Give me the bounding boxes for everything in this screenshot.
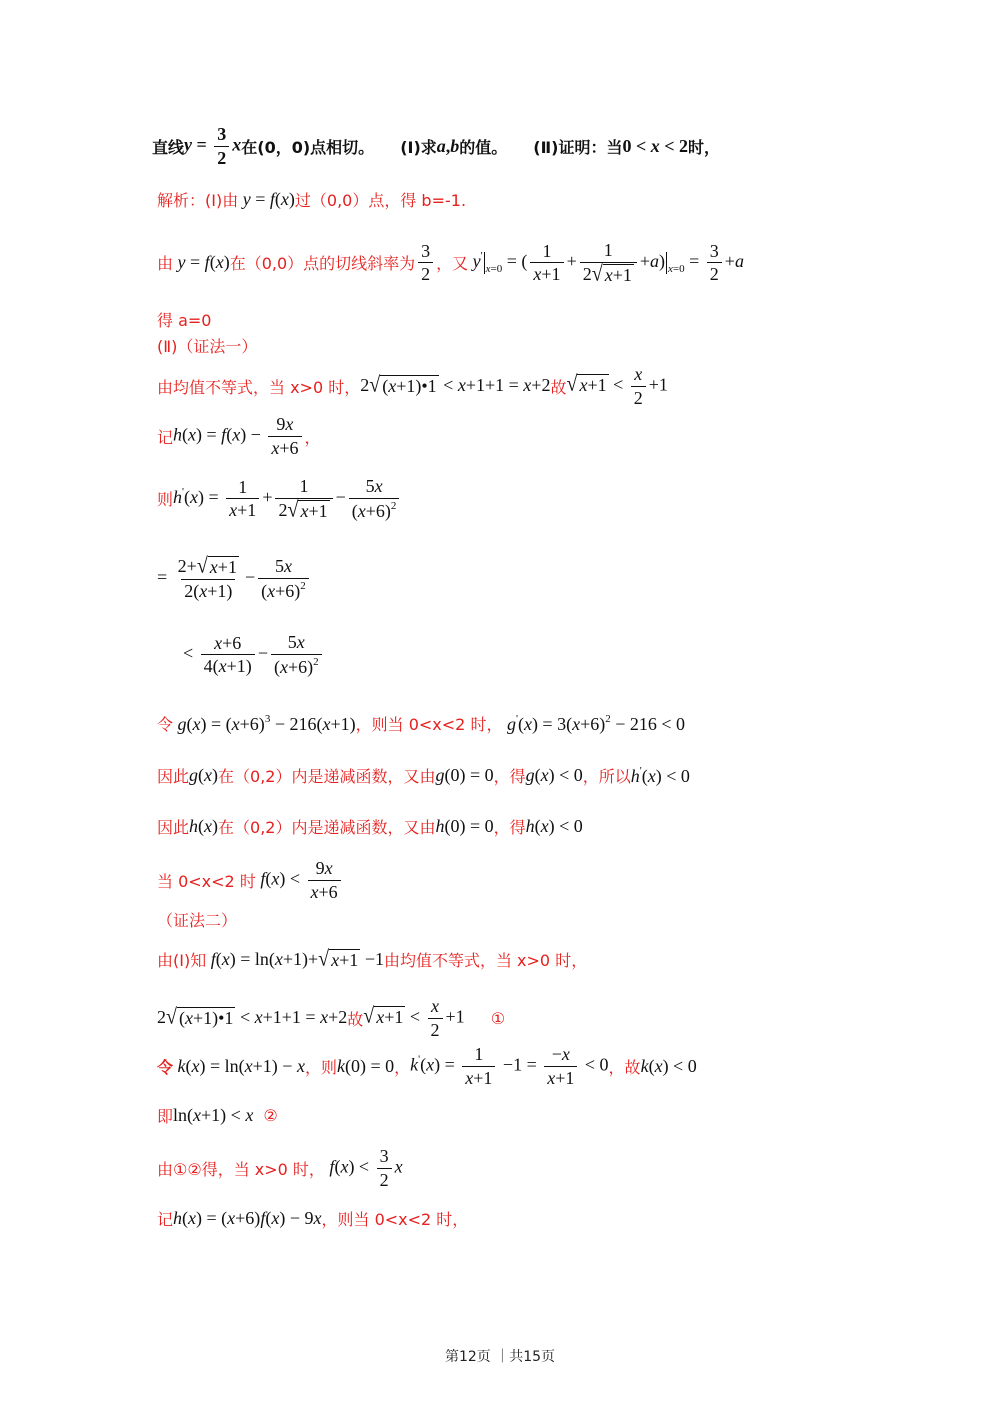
text: 因此 — [157, 767, 190, 786]
text: ，得 — [493, 767, 526, 786]
text: ② — [263, 1106, 278, 1125]
text: 过（0,0）点，得 b=-1. — [294, 191, 467, 210]
text: 解析：(Ⅰ)由 — [157, 191, 239, 210]
solution-line — [157, 364, 668, 408]
solution-line — [157, 712, 685, 735]
text: 由均值不等式，当 x>0 时， — [157, 377, 361, 397]
math: f(x) = ln(x+1)+ √ x+1 −1 — [210, 946, 384, 971]
math: h'(x) = $\frac{1}{x+1}$ + 1 2 √ x+1 − $\frac{5x}{(x+6)^2}$ — [173, 476, 402, 521]
text: 由①②得，当 x>0 时， — [157, 1159, 325, 1179]
text: 时， — [688, 137, 721, 157]
math: k(x) < 0 — [640, 1055, 697, 1076]
text: (Ⅱ)证明：当 — [533, 137, 623, 157]
solution-line — [157, 908, 237, 931]
solution-line — [157, 1207, 468, 1230]
text: 故 — [550, 377, 567, 397]
math: f(x) < $\frac{9x}{x+6}$ — [256, 858, 344, 902]
math: k(x) = ln(x+1) − x — [177, 1055, 305, 1076]
page-footer: 第12页 ｜共15页 — [444, 1349, 556, 1365]
math: k'(x) = $\frac{1}{x+1}$ −1 = $\frac{-x}{x+1}$ < 0 — [410, 1044, 609, 1088]
math: h(x) = f(x) − $\frac{9x}{x+6}$ — [173, 414, 304, 458]
text: ，又 — [436, 254, 469, 274]
solution-line — [157, 188, 466, 211]
text: ，则当 0<x<2 时， — [355, 715, 503, 734]
text: (Ⅱ)（证法一） — [157, 337, 258, 356]
math: $\frac{3}{2}$ — [415, 241, 436, 285]
text: ，则 — [304, 1057, 337, 1077]
math: √ x+1 < $\frac{x}{2}$ +1 — [566, 364, 668, 408]
math: h(x) = (x+6)f(x) − 9x — [173, 1208, 322, 1228]
text: （证法二） — [157, 911, 238, 930]
math: g(x) — [189, 765, 219, 785]
math: k(0) = 0 — [336, 1055, 395, 1076]
math: a,b — [436, 135, 460, 156]
solution-line — [157, 414, 321, 458]
solution-line — [157, 948, 587, 971]
math: y = $\frac{3}{2}$ x — [184, 124, 242, 168]
text: 的值。 — [459, 137, 508, 157]
solution-line — [157, 764, 690, 787]
text: 记 — [157, 427, 174, 447]
math: g(0) = 0 — [435, 765, 494, 785]
solution-line — [157, 1146, 403, 1190]
solution-line — [157, 334, 257, 357]
text: 记 — [157, 1210, 174, 1229]
math: y = f(x) — [177, 252, 230, 273]
text: 因此 — [157, 818, 190, 837]
text: ，得 — [493, 818, 526, 837]
math: $y'_{x=0}$ = ( $\frac{1}{x+1}$ + 1 2 √ x+1 +a) $_{x=0}$ = $\frac{3}{2}$ +a — [472, 240, 744, 286]
math: √ x+1 < $\frac{x}{2}$ +1 — [363, 996, 465, 1040]
math: h'(x) < 0 — [630, 764, 690, 786]
text: 在（0,2）内是递减函数，又由 — [218, 818, 436, 837]
text: ，则当 0<x<2 时， — [321, 1210, 469, 1229]
text: ， — [304, 427, 321, 447]
solution-line — [157, 240, 744, 285]
text: 故 — [347, 1009, 364, 1029]
text: ，故 — [608, 1057, 641, 1077]
text: ，所以 — [582, 767, 631, 786]
math: $g'(x) = 3(x+6)^2 - 216 < 0$ — [506, 712, 686, 734]
math: < $\frac{x+6}{4(x+1)}$ − $\frac{5x}{(x+6)^2}$ — [183, 632, 325, 677]
text: 即 — [157, 1107, 174, 1126]
text: 在（0,2）内是递减函数，又由 — [218, 767, 436, 786]
text: 直线 — [152, 137, 185, 157]
solution-line — [157, 476, 402, 521]
math: g(x) < 0 — [525, 765, 583, 785]
solution-line — [157, 858, 344, 902]
math: ln(x+1) < x — [173, 1105, 254, 1125]
text: 由均值不等式，当 x>0 时， — [383, 951, 588, 970]
solution-line — [157, 308, 211, 331]
math: $g(x) = (x+6)^3 - 216(x+1)$ — [177, 712, 356, 734]
text: 令 — [157, 715, 174, 734]
text: 则 — [157, 490, 174, 510]
math: h(0) = 0 — [435, 816, 494, 836]
text: ， — [394, 1057, 411, 1077]
math: 0 < x < 2 — [622, 135, 688, 156]
solution-line — [157, 553, 312, 601]
math: h(x) < 0 — [525, 816, 583, 836]
math: y = f(x) — [242, 189, 295, 209]
problem-statement-line — [152, 124, 720, 168]
solution-line — [183, 632, 325, 677]
text: 得 a=0 — [157, 311, 212, 330]
solution-line — [157, 1044, 697, 1088]
math: f(x) < $\frac{3}{2}$ x — [329, 1146, 403, 1190]
math: = 2+ √ x+1 2(x+1) − $\frac{5x}{(x+6)^2}$ — [157, 556, 312, 601]
math: 2 √ (x+1)•1 < x+1+1 = x+2 — [157, 1004, 348, 1030]
text: 由 — [157, 254, 174, 274]
text: 在（0,0）点的切线斜率为 — [229, 254, 416, 274]
solution-line — [157, 996, 505, 1040]
text: 在(0，0)点相切。 — [241, 137, 375, 157]
math: h(x) — [189, 816, 219, 836]
text: 由(Ⅰ)知 — [157, 951, 207, 970]
solution-line — [157, 1104, 278, 1127]
text: ① — [490, 1008, 506, 1028]
text: 当 0<x<2 时 — [157, 871, 256, 891]
solution-line — [157, 815, 583, 838]
text: (Ⅰ)求 — [400, 137, 437, 157]
math: 2 √ (x+1)•1 < x+1+1 = x+2 — [360, 372, 551, 398]
text: 令 — [157, 1057, 174, 1077]
